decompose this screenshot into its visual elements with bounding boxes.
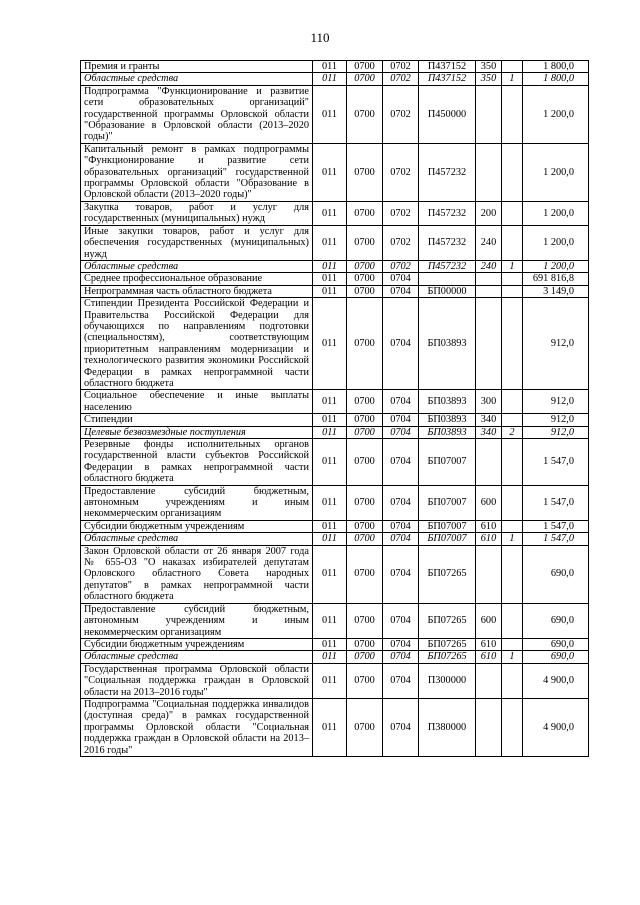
row-target-article: П380000 xyxy=(419,698,476,756)
row-subsection-code: 0704 xyxy=(383,603,419,638)
row-name: Областные средства xyxy=(81,73,313,85)
row-grbs-code: 011 xyxy=(313,485,347,520)
row-target-article: П437152 xyxy=(419,73,476,85)
table-row xyxy=(81,201,589,225)
row-section-code: 0700 xyxy=(347,663,383,698)
row-expense-type xyxy=(476,143,502,201)
row-section-code: 0700 xyxy=(347,273,383,285)
row-funding-source xyxy=(502,85,523,143)
row-name: Закупка товаров, работ и услуг для государственных (муниципальных) нужд xyxy=(81,201,313,225)
row-section-code: 0700 xyxy=(347,225,383,260)
row-grbs-code: 011 xyxy=(313,545,347,603)
table-row xyxy=(81,225,589,260)
row-grbs-code: 011 xyxy=(313,439,347,486)
row-target-article: П457232 xyxy=(419,143,476,201)
table-row xyxy=(81,143,589,201)
table-row xyxy=(81,638,589,650)
row-grbs-code: 011 xyxy=(313,143,347,201)
row-name: Государственная программа Орловской области "Социальная поддержка граждан в Орловской области на 2013–2016 годы" xyxy=(81,663,313,698)
row-section-code: 0700 xyxy=(347,85,383,143)
row-expense-type: 340 xyxy=(476,414,502,426)
table-row xyxy=(81,651,589,663)
row-name: Социальное обеспечение и иные выплаты населению xyxy=(81,390,313,414)
row-target-article: БП07007 xyxy=(419,439,476,486)
row-funding-source: 1 xyxy=(502,533,523,545)
row-name: Подпрограмма "Социальная поддержка инвалидов (доступная среда)" в рамках государственной программы Орловской области "Социальная поддержка граждан в Орловской области на 2013–2016 годы" xyxy=(81,698,313,756)
row-amount: 1 200,0 xyxy=(523,201,589,225)
row-amount: 912,0 xyxy=(523,390,589,414)
row-subsection-code: 0704 xyxy=(383,426,419,438)
budget-table-body xyxy=(81,61,589,757)
row-section-code: 0700 xyxy=(347,298,383,390)
row-section-code: 0700 xyxy=(347,651,383,663)
row-name: Среднее профессиональное образование xyxy=(81,273,313,285)
row-section-code: 0700 xyxy=(347,73,383,85)
row-amount: 4 900,0 xyxy=(523,698,589,756)
row-subsection-code: 0704 xyxy=(383,285,419,297)
row-subsection-code: 0704 xyxy=(383,663,419,698)
row-name: Подпрограмма "Функционирование и развитие сети образовательных организаций" государственной программы Орловской области "Образование в Орловской области (2013–2020 годы)" xyxy=(81,85,313,143)
row-funding-source xyxy=(502,390,523,414)
row-subsection-code: 0704 xyxy=(383,273,419,285)
row-target-article: П457232 xyxy=(419,260,476,272)
row-expense-type xyxy=(476,273,502,285)
row-section-code: 0700 xyxy=(347,545,383,603)
row-amount: 690,0 xyxy=(523,638,589,650)
row-name: Предоставление субсидий бюджетным, автономным учреждениям и иным некоммерческим организациям xyxy=(81,603,313,638)
row-section-code: 0700 xyxy=(347,285,383,297)
row-grbs-code: 011 xyxy=(313,73,347,85)
row-grbs-code: 011 xyxy=(313,390,347,414)
table-row xyxy=(81,260,589,272)
row-amount: 691 816,8 xyxy=(523,273,589,285)
row-funding-source xyxy=(502,298,523,390)
row-grbs-code: 011 xyxy=(313,298,347,390)
row-expense-type xyxy=(476,545,502,603)
table-row xyxy=(81,273,589,285)
row-section-code: 0700 xyxy=(347,414,383,426)
row-amount: 1 200,0 xyxy=(523,85,589,143)
row-subsection-code: 0702 xyxy=(383,61,419,73)
row-subsection-code: 0704 xyxy=(383,390,419,414)
row-subsection-code: 0704 xyxy=(383,520,419,532)
row-subsection-code: 0702 xyxy=(383,201,419,225)
row-target-article: П450000 xyxy=(419,85,476,143)
row-grbs-code: 011 xyxy=(313,533,347,545)
row-expense-type xyxy=(476,698,502,756)
row-expense-type xyxy=(476,85,502,143)
row-section-code: 0700 xyxy=(347,426,383,438)
row-expense-type: 610 xyxy=(476,651,502,663)
row-target-article: БП03893 xyxy=(419,298,476,390)
row-grbs-code: 011 xyxy=(313,651,347,663)
table-row xyxy=(81,545,589,603)
row-subsection-code: 0704 xyxy=(383,698,419,756)
table-row xyxy=(81,603,589,638)
row-expense-type: 600 xyxy=(476,603,502,638)
row-funding-source xyxy=(502,201,523,225)
row-section-code: 0700 xyxy=(347,260,383,272)
row-grbs-code: 011 xyxy=(313,663,347,698)
row-name: Резервные фонды исполнительных органов государственной власти субъектов Российской Федерации в рамках непрограммной части областного бюджета xyxy=(81,439,313,486)
table-row xyxy=(81,439,589,486)
row-target-article: БП03893 xyxy=(419,390,476,414)
row-grbs-code: 011 xyxy=(313,638,347,650)
row-funding-source: 1 xyxy=(502,73,523,85)
row-grbs-code: 011 xyxy=(313,698,347,756)
row-target-article: БП03893 xyxy=(419,414,476,426)
row-grbs-code: 011 xyxy=(313,85,347,143)
row-amount: 912,0 xyxy=(523,298,589,390)
row-name: Областные средства xyxy=(81,651,313,663)
table-row xyxy=(81,485,589,520)
row-target-article: П457232 xyxy=(419,225,476,260)
row-subsection-code: 0702 xyxy=(383,260,419,272)
row-name: Премия и гранты xyxy=(81,61,313,73)
row-expense-type: 240 xyxy=(476,260,502,272)
row-grbs-code: 011 xyxy=(313,225,347,260)
row-funding-source xyxy=(502,663,523,698)
row-amount: 1 800,0 xyxy=(523,61,589,73)
row-grbs-code: 011 xyxy=(313,426,347,438)
row-target-article: БП03893 xyxy=(419,426,476,438)
row-amount: 1 200,0 xyxy=(523,225,589,260)
table-row xyxy=(81,520,589,532)
row-name: Стипендии xyxy=(81,414,313,426)
row-amount: 1 547,0 xyxy=(523,533,589,545)
row-funding-source xyxy=(502,143,523,201)
row-funding-source xyxy=(502,61,523,73)
row-amount: 690,0 xyxy=(523,651,589,663)
row-section-code: 0700 xyxy=(347,638,383,650)
row-target-article: БП07265 xyxy=(419,638,476,650)
row-funding-source xyxy=(502,603,523,638)
row-amount: 1 547,0 xyxy=(523,439,589,486)
row-subsection-code: 0702 xyxy=(383,225,419,260)
row-section-code: 0700 xyxy=(347,520,383,532)
row-expense-type xyxy=(476,439,502,486)
row-expense-type xyxy=(476,285,502,297)
row-target-article: БП07265 xyxy=(419,651,476,663)
row-subsection-code: 0704 xyxy=(383,414,419,426)
row-target-article: БП07007 xyxy=(419,520,476,532)
row-subsection-code: 0704 xyxy=(383,545,419,603)
row-expense-type: 610 xyxy=(476,520,502,532)
row-section-code: 0700 xyxy=(347,533,383,545)
row-funding-source xyxy=(502,285,523,297)
table-row xyxy=(81,414,589,426)
budget-table xyxy=(80,60,589,757)
row-amount: 690,0 xyxy=(523,545,589,603)
row-funding-source xyxy=(502,698,523,756)
row-section-code: 0700 xyxy=(347,603,383,638)
row-target-article xyxy=(419,273,476,285)
row-subsection-code: 0704 xyxy=(383,638,419,650)
row-amount: 912,0 xyxy=(523,414,589,426)
row-section-code: 0700 xyxy=(347,698,383,756)
row-grbs-code: 011 xyxy=(313,285,347,297)
table-row xyxy=(81,73,589,85)
row-expense-type: 610 xyxy=(476,533,502,545)
row-target-article: БП07007 xyxy=(419,533,476,545)
row-name: Предоставление субсидий бюджетным, автономным учреждениям и иным некоммерческим организациям xyxy=(81,485,313,520)
row-name: Областные средства xyxy=(81,533,313,545)
row-expense-type: 350 xyxy=(476,61,502,73)
row-name: Стипендии Президента Российской Федерации и Правительства Российской Федерации для обучающихся по направлениям подготовки (специальностям), соответствующим приоритетным направлениям модернизации и технологического развития экономики Российской Федерации в рамках непрограммной части областного бюджета xyxy=(81,298,313,390)
row-grbs-code: 011 xyxy=(313,201,347,225)
row-amount: 3 149,0 xyxy=(523,285,589,297)
row-name: Целевые безвозмездные поступления xyxy=(81,426,313,438)
row-name: Закон Орловской области от 26 января 2007 года № 655-ОЗ "О наказах избирателей депутатам Орловского областного Совета народных депутатов" в рамках непрограммной части областного бюджета xyxy=(81,545,313,603)
row-name: Капитальный ремонт в рамках подпрограммы "Функционирование и развитие сети образовательных организаций" государственной программы Орловской области "Образование в Орловской области (2013–2020 годы)" xyxy=(81,143,313,201)
row-funding-source: 2 xyxy=(502,426,523,438)
row-target-article: БП07007 xyxy=(419,485,476,520)
row-expense-type: 300 xyxy=(476,390,502,414)
row-subsection-code: 0704 xyxy=(383,533,419,545)
row-funding-source: 1 xyxy=(502,260,523,272)
row-funding-source xyxy=(502,545,523,603)
row-funding-source xyxy=(502,520,523,532)
row-subsection-code: 0704 xyxy=(383,651,419,663)
row-amount: 1 200,0 xyxy=(523,260,589,272)
row-section-code: 0700 xyxy=(347,143,383,201)
row-section-code: 0700 xyxy=(347,439,383,486)
row-expense-type: 350 xyxy=(476,73,502,85)
table-row xyxy=(81,390,589,414)
row-grbs-code: 011 xyxy=(313,61,347,73)
row-grbs-code: 011 xyxy=(313,273,347,285)
row-funding-source xyxy=(502,225,523,260)
table-row xyxy=(81,298,589,390)
row-amount: 1 200,0 xyxy=(523,143,589,201)
row-funding-source xyxy=(502,638,523,650)
row-grbs-code: 011 xyxy=(313,260,347,272)
row-amount: 1 547,0 xyxy=(523,485,589,520)
page-number: 110 xyxy=(310,30,330,45)
row-section-code: 0700 xyxy=(347,201,383,225)
row-amount: 690,0 xyxy=(523,603,589,638)
row-funding-source: 1 xyxy=(502,651,523,663)
row-section-code: 0700 xyxy=(347,61,383,73)
table-row xyxy=(81,698,589,756)
row-expense-type: 610 xyxy=(476,638,502,650)
row-amount: 1 547,0 xyxy=(523,520,589,532)
row-target-article: БП07265 xyxy=(419,603,476,638)
row-subsection-code: 0704 xyxy=(383,439,419,486)
row-target-article: П437152 xyxy=(419,61,476,73)
row-target-article: П457232 xyxy=(419,201,476,225)
table-row xyxy=(81,533,589,545)
row-grbs-code: 011 xyxy=(313,603,347,638)
row-target-article: БП07265 xyxy=(419,545,476,603)
row-target-article: БП00000 xyxy=(419,285,476,297)
row-section-code: 0700 xyxy=(347,485,383,520)
row-subsection-code: 0702 xyxy=(383,73,419,85)
row-subsection-code: 0702 xyxy=(383,143,419,201)
table-row xyxy=(81,426,589,438)
table-row xyxy=(81,663,589,698)
row-subsection-code: 0704 xyxy=(383,298,419,390)
row-name: Иные закупки товаров, работ и услуг для обеспечения государственных (муниципальных) нужд xyxy=(81,225,313,260)
table-row xyxy=(81,61,589,73)
row-name: Областные средства xyxy=(81,260,313,272)
row-funding-source xyxy=(502,273,523,285)
row-amount: 4 900,0 xyxy=(523,663,589,698)
row-expense-type: 200 xyxy=(476,201,502,225)
row-subsection-code: 0702 xyxy=(383,85,419,143)
row-expense-type: 600 xyxy=(476,485,502,520)
row-name: Субсидии бюджетным учреждениям xyxy=(81,638,313,650)
table-row xyxy=(81,285,589,297)
row-amount: 912,0 xyxy=(523,426,589,438)
row-grbs-code: 011 xyxy=(313,414,347,426)
row-name: Непрограммная часть областного бюджета xyxy=(81,285,313,297)
row-amount: 1 800,0 xyxy=(523,73,589,85)
row-section-code: 0700 xyxy=(347,390,383,414)
row-name: Субсидии бюджетным учреждениям xyxy=(81,520,313,532)
row-funding-source xyxy=(502,439,523,486)
row-funding-source xyxy=(502,485,523,520)
row-expense-type xyxy=(476,663,502,698)
row-target-article: П300000 xyxy=(419,663,476,698)
row-expense-type: 340 xyxy=(476,426,502,438)
table-row xyxy=(81,85,589,143)
row-grbs-code: 011 xyxy=(313,520,347,532)
row-funding-source xyxy=(502,414,523,426)
row-expense-type xyxy=(476,298,502,390)
row-expense-type: 240 xyxy=(476,225,502,260)
row-subsection-code: 0704 xyxy=(383,485,419,520)
